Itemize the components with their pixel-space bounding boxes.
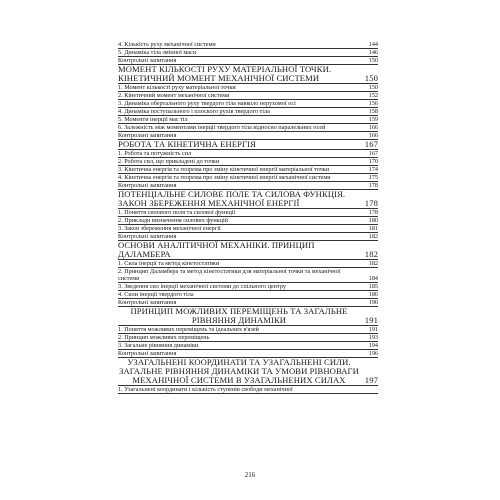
toc-entry xyxy=(118,41,378,49)
page-number: 216 xyxy=(244,471,256,479)
toc-entry-page: 197 xyxy=(364,375,378,385)
toc-entry-title: 3. Кінетична енергія та теорема про зміну кінетичної енергії матеріальної точки xyxy=(118,166,330,173)
toc-entry xyxy=(118,225,378,233)
toc-entry-title: Контрольні запитання xyxy=(118,132,177,139)
toc-entry xyxy=(118,217,378,225)
toc-entry-title: 5. Моменти інерції мас тіл xyxy=(118,116,188,123)
toc-entry-title: УЗАГАЛЬНЕНІ КООРДИНАТИ ТА УЗАГАЛЬНЕНІ СИЛИ. ЗАГАЛЬНЕ РІВНЯННЯ ДИНАМІКИ ТА УМОВИ РІВНОВАГИ МЕХАНІЧНОЇ СИСТЕМИ В УЗАГАЛЬНЕНИХ СИЛАХ xyxy=(119,358,359,385)
toc-entry-title: МОМЕНТ КІЛЬКОСТІ РУХУ МАТЕРІАЛЬНОЇ ТОЧКИ. КІНЕТИЧНИЙ МОМЕНТ МЕХАНІЧНОЇ СИСТЕМИ xyxy=(118,65,332,83)
toc-section-heading xyxy=(118,241,378,260)
toc-entry-page: 190 xyxy=(368,299,378,306)
toc-entry-page: 175 xyxy=(368,174,378,181)
toc-entry-title: 4. Динаміка поступального і плоского рухів твердого тіла xyxy=(118,108,270,115)
toc-entry-title: 3. Загальне рівняння динаміки xyxy=(118,342,199,349)
toc-entry-page: 167 xyxy=(368,150,378,157)
toc-section-heading xyxy=(118,190,378,209)
toc-entry-title: ОСНОВИ АНАЛІТИЧНОЇ МЕХАНІКИ. ПРИНЦИП ДАЛАМБЕРА xyxy=(118,241,315,259)
toc-entry-title: 1. Момент кількості руху матеріальної точки xyxy=(118,84,236,91)
toc-entry xyxy=(118,100,378,108)
toc-entry-page: 184 xyxy=(368,275,378,282)
toc-entry-title: 1. Сила інерції та метод кінетостатики xyxy=(118,260,220,267)
toc-entry-title: ПОТЕНЦІАЛЬНЕ СИЛОВЕ ПОЛЕ ТА СИЛОВА ФУНКЦІЯ. ЗАКОН ЗБЕРЕЖЕННЯ МЕХАНІЧНОЇ ЕНЕРГІЇ xyxy=(118,190,346,208)
toc-entry xyxy=(118,57,378,65)
toc-entry xyxy=(118,124,378,132)
toc-entry-title: 2. Приклади визначення силових функцій xyxy=(118,217,228,224)
toc-entry xyxy=(118,116,378,124)
toc-entry xyxy=(118,233,378,241)
toc-section-heading xyxy=(118,140,378,150)
toc-entry-page: 196 xyxy=(368,350,378,357)
toc-entry-page: 182 xyxy=(364,249,378,259)
toc-entry-title: 4. Сили інерції твердого тіла xyxy=(118,291,194,298)
toc-entry-title: 4. Кількість руху механічної системи xyxy=(118,41,216,48)
toc-entry-title: 2. Кінетичний момент механічної системи xyxy=(118,92,230,99)
toc-entry-page: 178 xyxy=(368,182,378,189)
toc-section-heading xyxy=(118,358,378,386)
toc-entry-title: 2. Робота сил, що прикладені до точки xyxy=(118,158,220,165)
toc-entry-title: ПРИНЦИП МОЖЛИВИХ ПЕРЕМІЩЕНЬ ТА ЗАГАЛЬНЕ РІВНЯННЯ ДИНАМІКИ xyxy=(130,307,348,325)
toc-entry-page: 174 xyxy=(368,166,378,173)
toc-entry-title: 1. Робота та потужність сил xyxy=(118,150,192,157)
toc-entry-title: Контрольні запитання xyxy=(118,233,177,240)
toc-entry-page: 156 xyxy=(368,100,378,107)
toc-entry xyxy=(118,326,378,334)
toc-entry-page: 152 xyxy=(368,92,378,99)
toc-entry xyxy=(118,49,378,57)
toc-entry-page: 193 xyxy=(368,334,378,341)
toc-entry-title: 6. Залежність між моментами інерції твердого тіла відносно паралельних осей xyxy=(118,124,326,131)
toc-entry-title: 3. Зведення сил інерції механічної системи до спільного центру xyxy=(118,283,286,290)
toc-entry xyxy=(118,182,378,190)
toc-entry xyxy=(118,283,378,291)
toc-entry-page: 186 xyxy=(368,291,378,298)
toc-entry-title: 1. Узагальнені координати і кількість ступенів свободи механічної xyxy=(118,386,293,393)
toc-entry-page: 150 xyxy=(368,57,378,64)
toc-entry-page: 158 xyxy=(368,108,378,115)
toc-entry-page: 194 xyxy=(368,342,378,349)
toc-entry-page: 182 xyxy=(368,233,378,240)
toc-entry xyxy=(118,334,378,342)
toc-entry xyxy=(118,166,378,174)
toc-entry-page: 180 xyxy=(368,217,378,224)
toc-entry-title: Контрольні запитання xyxy=(118,57,177,64)
toc-entry xyxy=(118,299,378,307)
toc-entry-page: 144 xyxy=(368,41,378,48)
toc-entry xyxy=(118,92,378,100)
toc-entry-title: 2. Принцип можливих переміщень xyxy=(118,334,210,341)
toc-entry-page: 159 xyxy=(368,116,378,123)
toc-entry-page: 191 xyxy=(368,326,378,333)
toc-entry-title: 3. Динаміка обертального руху твердого тіла навколо нерухомої осі xyxy=(118,100,296,107)
toc-entry-title: Контрольні запитання xyxy=(118,182,177,189)
toc-entry-page: 146 xyxy=(368,49,378,56)
toc-entry-page: 166 xyxy=(368,132,378,139)
toc-entry-page: 178 xyxy=(364,198,378,208)
toc-entry-page: 167 xyxy=(364,139,378,149)
toc-entry xyxy=(118,150,378,158)
toc-entry xyxy=(118,291,378,299)
toc-entry xyxy=(118,108,378,116)
toc-entry xyxy=(118,386,378,394)
toc-entry-page: 170 xyxy=(368,158,378,165)
toc-entry xyxy=(118,209,378,217)
toc-entry-page: 178 xyxy=(368,209,378,216)
toc-entry-page: 166 xyxy=(368,124,378,131)
toc-entry xyxy=(118,350,378,358)
toc-entry-page: 185 xyxy=(368,283,378,290)
toc-entry-title: 1. Поняття можливих переміщень та ідеальних в'язей xyxy=(118,326,259,333)
toc-entry-page: 191 xyxy=(364,315,378,325)
toc-entry-page: 150 xyxy=(368,84,378,91)
toc-entry xyxy=(118,342,378,350)
toc-entry-title: 5. Динаміка тіла змінної маси xyxy=(118,49,197,56)
toc-entry-title: 3. Закон збереження механічної енергії xyxy=(118,225,221,232)
toc-entry-page: 182 xyxy=(368,260,378,267)
toc-entry-title: Контрольні запитання xyxy=(118,299,177,306)
toc-entry xyxy=(118,174,378,182)
toc-entry xyxy=(118,132,378,140)
toc-section-heading xyxy=(118,65,378,84)
toc-section-heading xyxy=(118,307,378,326)
toc-entry-page: 181 xyxy=(368,225,378,232)
toc-entry-title: Контрольні запитання xyxy=(118,350,177,357)
toc-entry-title: 4. Кінетична енергія та теорема про зміну кінетичної енергії механічної системи xyxy=(118,174,331,181)
toc-entry-title: РОБОТА ТА КІНЕТИЧНА ЕНЕРГІЯ xyxy=(118,140,256,149)
toc-entry-page: 150 xyxy=(364,73,378,83)
toc-entry xyxy=(118,268,378,283)
toc-entry xyxy=(118,84,378,92)
toc-entry-title: 2. Принцип Даламбера та метод кінетостатики для матеріальної точки та механічної системи xyxy=(118,268,341,282)
toc-entry xyxy=(118,158,378,166)
toc-entry-title: 1. Поняття силового поля та силової функції xyxy=(118,209,236,216)
table-of-contents xyxy=(118,41,378,394)
toc-entry xyxy=(118,260,378,268)
